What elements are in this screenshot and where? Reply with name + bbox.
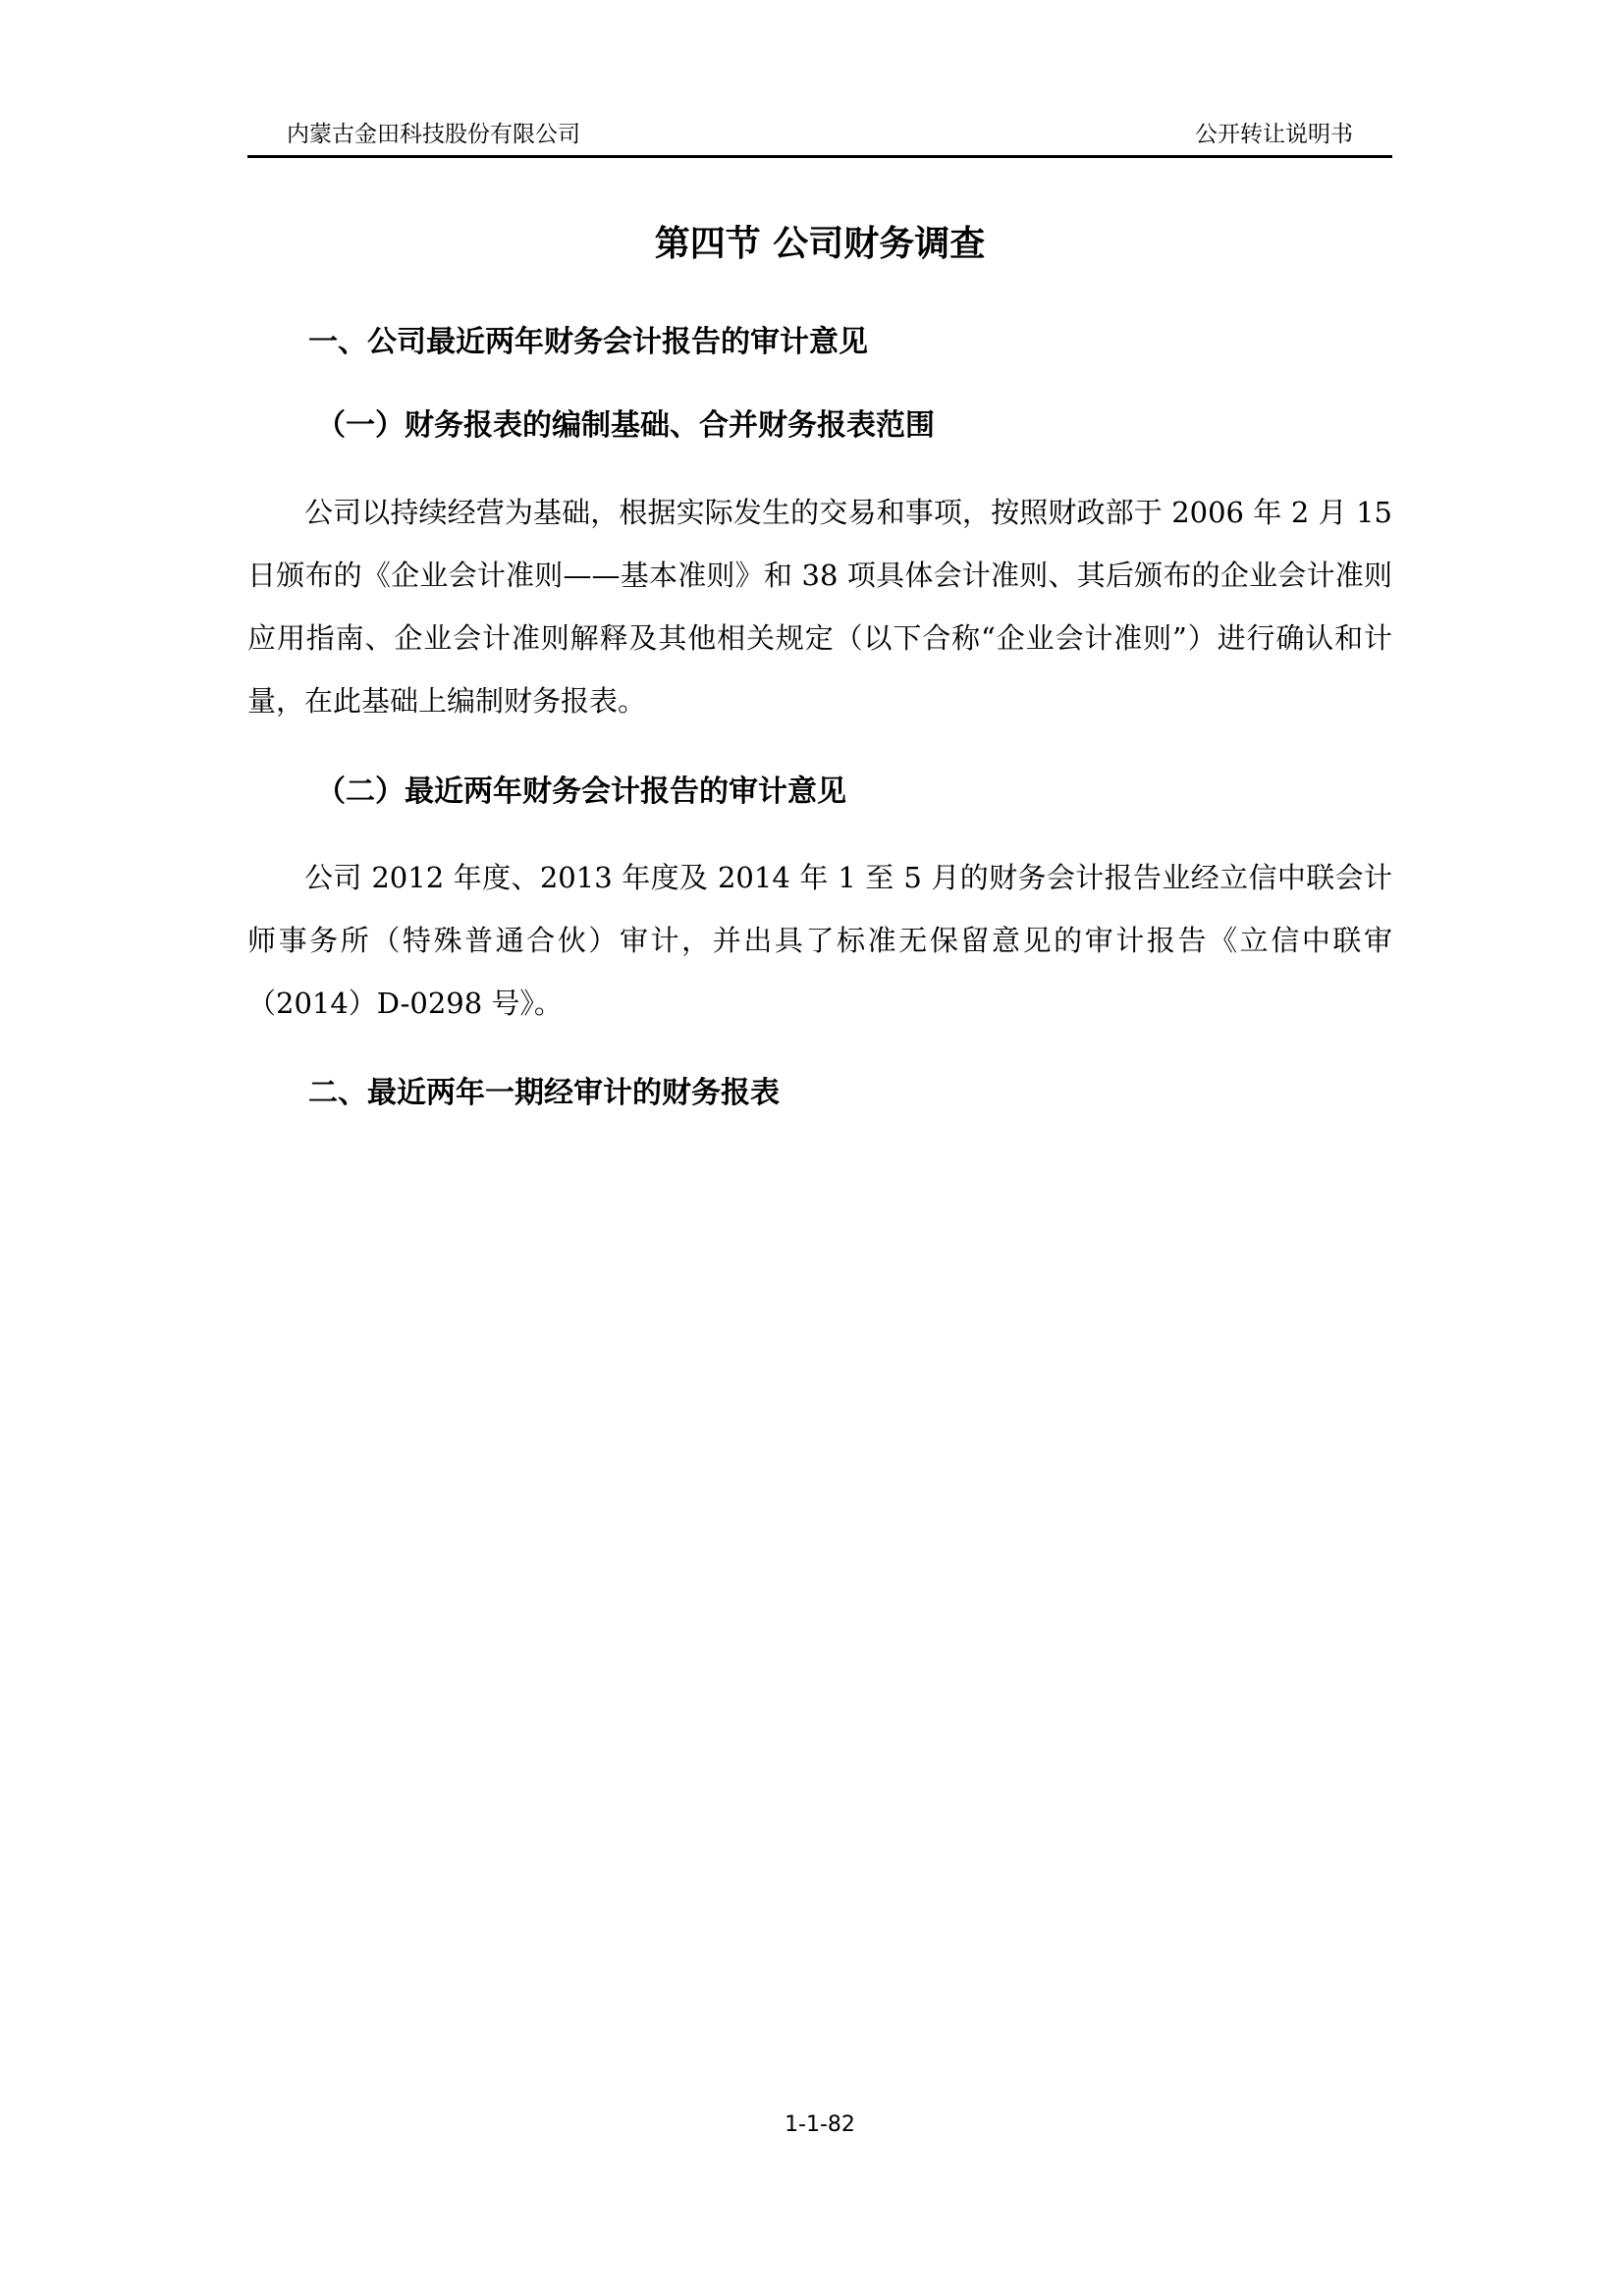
- section-heading-audited-statements: 二、最近两年一期经审计的财务报表: [308, 1076, 780, 1110]
- page-title: 第四节 公司财务调查: [654, 224, 986, 264]
- subsection-heading-preparation-basis: （一）财务报表的编制基础、合并财务报表范围: [316, 408, 935, 443]
- section-heading-audit-opinion: 一、公司最近两年财务会计报告的审计意见: [308, 325, 868, 359]
- header-document-type: 公开转让说明书: [1195, 122, 1353, 147]
- page-header: [247, 110, 1392, 158]
- paragraph-audit-opinion: 公司 2012 年度、2013 年度及 2014 年 1 至 5 月的财务会计报告业经立信中联会计师事务所（特殊普通合伙）审计，并出具了标准无保留意见的审计报告《立信中联审（2014）D-0298 号》。: [247, 861, 1392, 1020]
- subsection-heading-audit-opinion: （二）最近两年财务会计报告的审计意见: [316, 774, 846, 809]
- page-number: 1-1-82: [785, 2112, 855, 2137]
- header-company-name: 内蒙古金田科技股份有限公司: [287, 122, 580, 147]
- paragraph-preparation-basis: 公司以持续经营为基础，根据实际发生的交易和事项，按照财政部于 2006 年 2 月 15 日颁布的《企业会计准则——基本准则》和 38 项具体会计准则、其后颁布的企业会计准则应用指南、企业会计准则解释及其他相关规定（以下合称“企业会计准则”）进行确认和计量，在此基础上编制财务报表。: [247, 496, 1392, 718]
